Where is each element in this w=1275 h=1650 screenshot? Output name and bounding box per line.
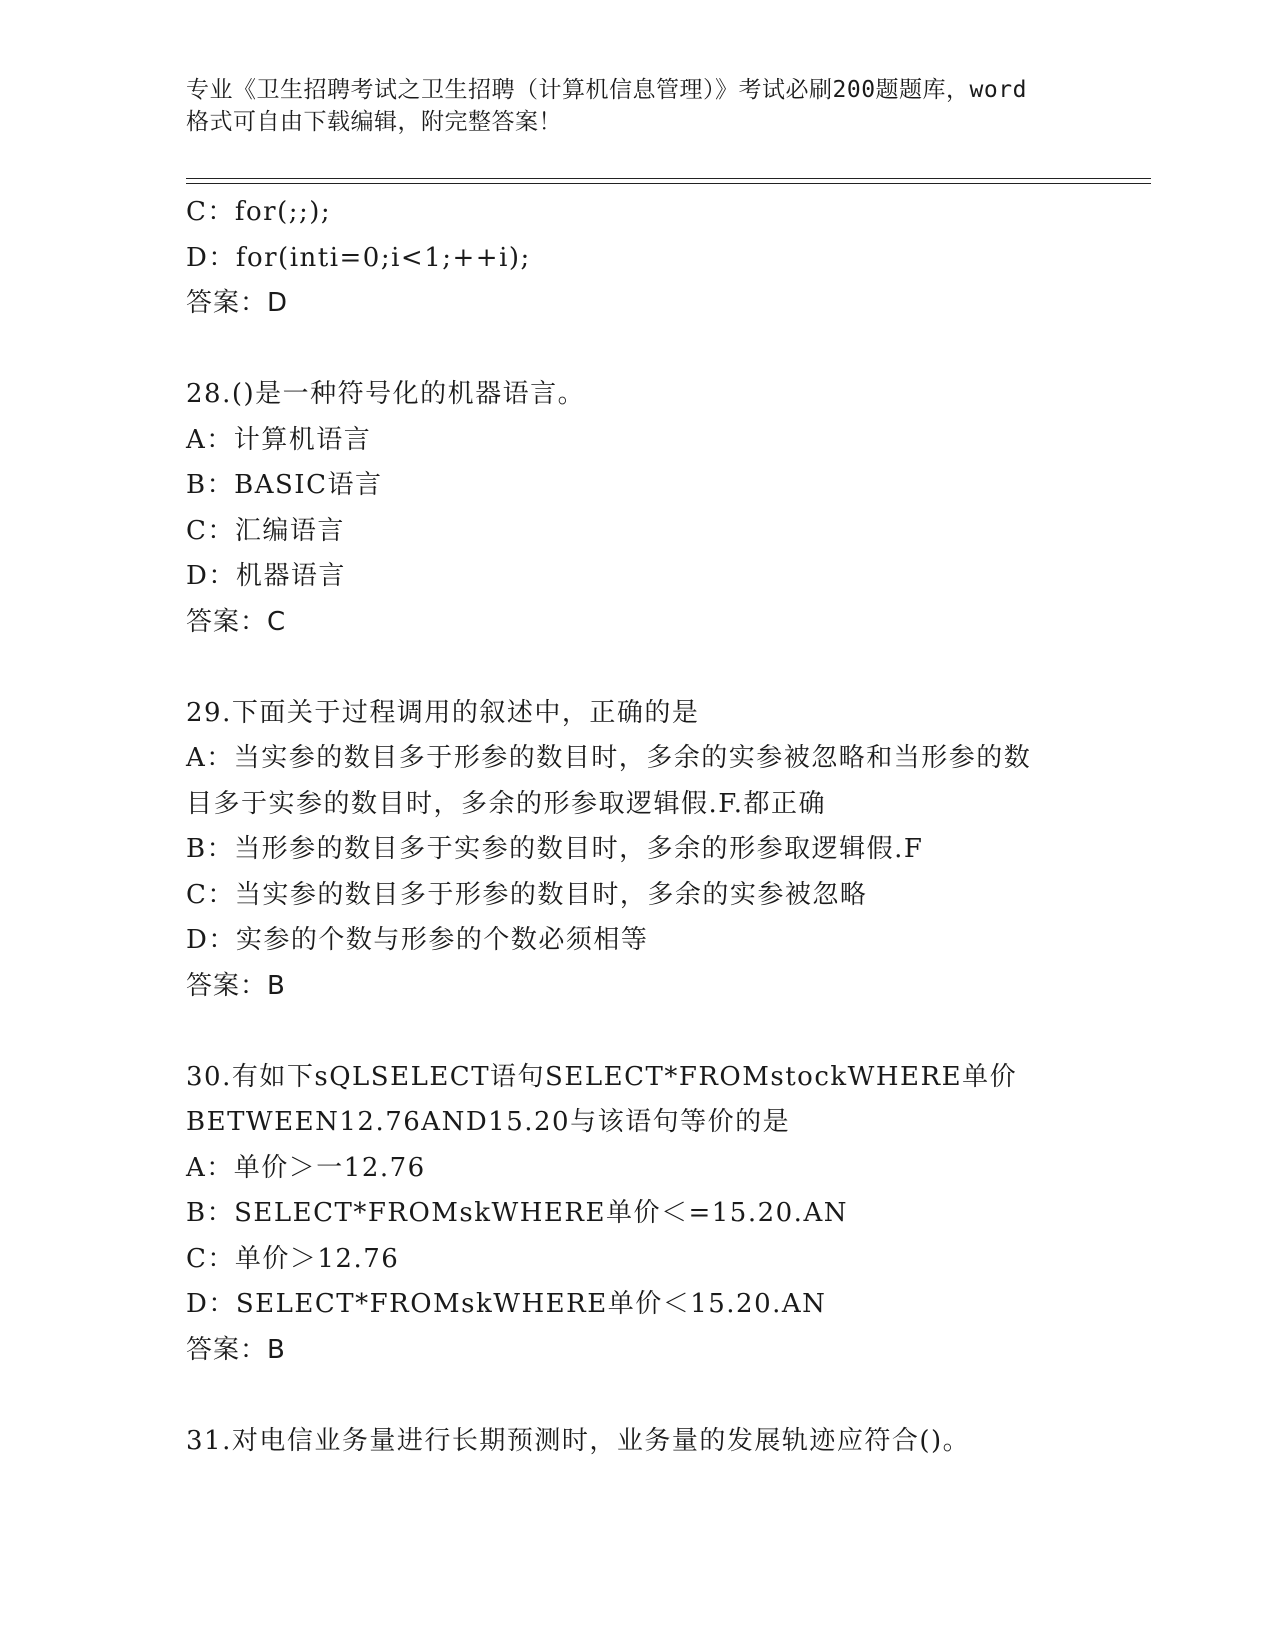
header-divider-bottom <box>186 183 1151 184</box>
answer-line: 答案：D <box>186 288 289 318</box>
option-a-continued: 目多于实参的数目时，多余的形参取逻辑假.F.都正确 <box>186 788 827 819</box>
header-line-2: 格式可自由下载编辑，附完整答案！ <box>186 109 562 135</box>
option-c: C：for(;;); <box>186 197 332 227</box>
question-stem: 30.有如下sQLSELECT语句SELECT*FROMstockWHERE单价 <box>186 1061 1018 1092</box>
question-spacer <box>186 645 1086 691</box>
answer-line: 答案：C <box>186 606 287 637</box>
option-b: B：SELECT*FROMskWHERE单价＜=15.20.AN <box>186 1198 848 1228</box>
question-30 <box>186 1055 1086 1374</box>
question-spacer <box>186 1009 1086 1055</box>
question-29 <box>186 691 1086 1010</box>
option-d: D：实参的个数与形参的个数必须相等 <box>186 925 649 955</box>
question-27-continued <box>186 190 1086 327</box>
option-c: C：单价＞12.76 <box>186 1243 400 1274</box>
question-28 <box>186 372 1086 645</box>
option-b: B：BASIC语言 <box>186 470 383 500</box>
option-d: D：for(inti=0;i<1;++i); <box>186 242 531 273</box>
option-a: A：单价＞一12.76 <box>186 1152 426 1183</box>
answer-line: 答案：B <box>186 970 286 1001</box>
option-a: A：计算机语言 <box>186 424 372 455</box>
question-spacer <box>186 1373 1086 1419</box>
question-spacer <box>186 327 1086 373</box>
question-stem: 31.对电信业务量进行长期预测时，业务量的发展轨迹应符合()。 <box>186 1425 971 1456</box>
option-c: C：当实参的数目多于形参的数目时，多余的实参被忽略 <box>186 879 868 910</box>
header-divider-top <box>186 178 1151 179</box>
option-d: D：SELECT*FROMskWHERE单价＜15.20.AN <box>186 1289 827 1319</box>
document-header <box>186 74 1086 138</box>
option-b: B：当形参的数目多于实参的数目时，多余的形参取逻辑假.F <box>186 834 924 864</box>
question-list <box>186 190 1086 1464</box>
option-c: C：汇编语言 <box>186 515 345 546</box>
question-stem: 28.()是一种符号化的机器语言。 <box>186 379 586 409</box>
option-a: A：当实参的数目多于形参的数目时，多余的实参被忽略和当形参的数 <box>186 743 1032 773</box>
header-line-1: 专业《卫生招聘考试之卫生招聘（计算机信息管理）》考试必刷200题题库，word <box>186 77 1027 103</box>
question-stem-continued: BETWEEN12.76AND15.20与该语句等价的是 <box>186 1107 791 1137</box>
question-stem: 29.下面关于过程调用的叙述中，正确的是 <box>186 697 700 728</box>
question-31 <box>186 1419 1086 1465</box>
answer-line: 答案：B <box>186 1334 286 1365</box>
option-d: D：机器语言 <box>186 561 346 591</box>
